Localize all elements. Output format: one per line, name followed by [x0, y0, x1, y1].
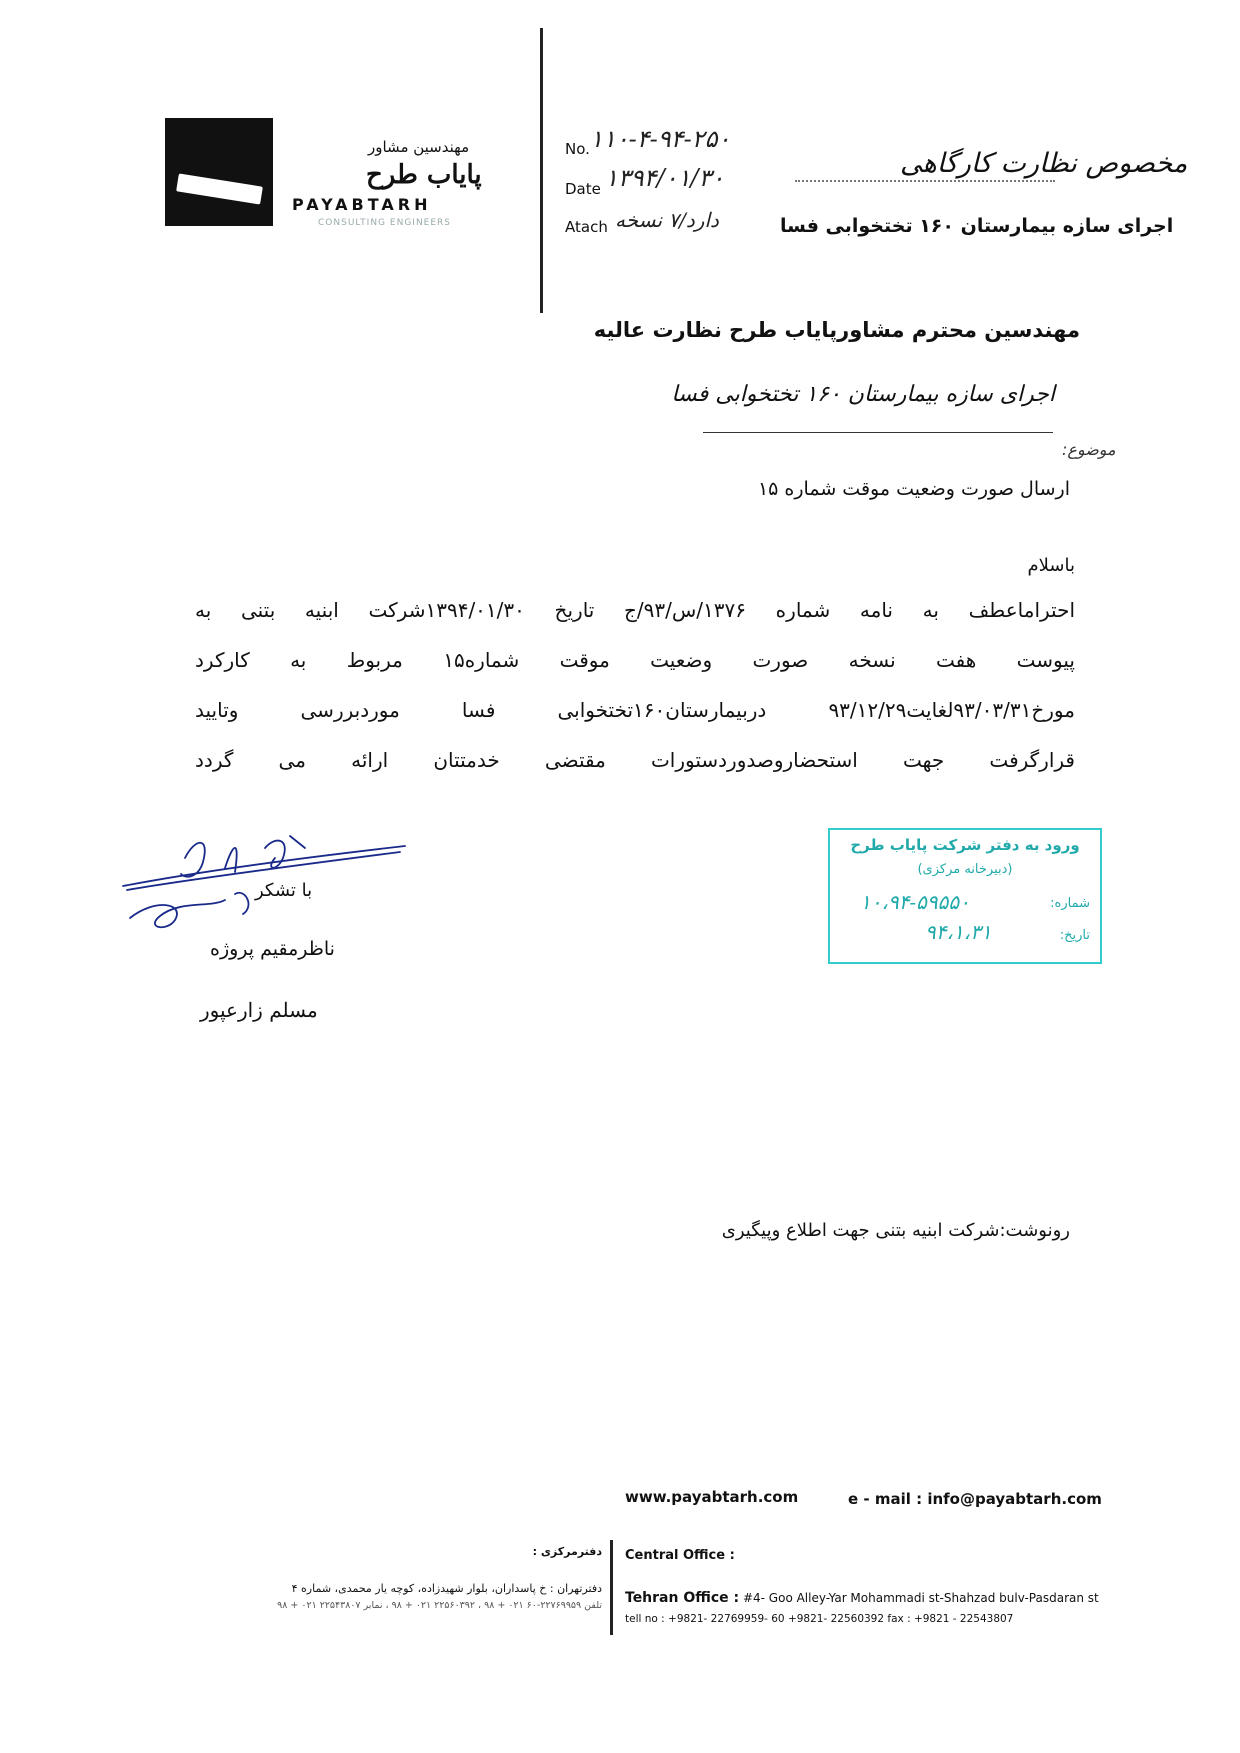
attach-value: دارد/۷ نسخه	[615, 208, 719, 232]
carbon-copy: رونوشت:شرکت ابنیه بتنی جهت اطلاع وپیگیری	[721, 1220, 1070, 1241]
attach-label: Atach	[565, 218, 608, 236]
header-project: اجرای سازه بیمارستان ۱۶۰ تختخوابی فسا	[780, 215, 1174, 237]
stamp-number: ۱۰،۹۴-۵۹۵۵۰	[860, 890, 970, 914]
signatory-name: مسلم زارعپور	[200, 998, 318, 1022]
stamp-number-label: شماره:	[1050, 896, 1090, 911]
logo-mark	[165, 118, 273, 226]
addressee: مهندسین محترم مشاورپایاب طرح نظارت عالیه	[593, 318, 1080, 342]
signatory-role: ناظرمقیم پروژه	[210, 938, 335, 960]
paragraph-line: قرارگرفت جهت استحضاروصدوردستورات مقتضی خدمتتان ارائه می گردد	[195, 748, 1075, 772]
phone-fax: tell no : +9821- 22769959- 60 +9821- 22560392 fax : +9821 - 22543807	[625, 1613, 1014, 1625]
stamp-title: ورود به دفتر شرکت پایاب طرح	[850, 836, 1080, 854]
logo-subtitle-fa: مهندسین مشاور	[368, 138, 470, 156]
special-heading: مخصوص نظارت کارگاهی	[900, 148, 1188, 179]
date-value: ۱۳۹۴/۰۱/۳۰	[605, 164, 725, 192]
header-divider	[540, 28, 543, 313]
fa-phones: تلفن ۲۲۷۶۹۹۵۹-۶۰ ۰۲۱ + ۹۸ ، ۲۲۵۶۰۳۹۲ ۰۲۱ + ۹۸ ، نمابر ۲۲۵۴۳۸۰۷ ۰۲۱ + ۹۸	[277, 1600, 602, 1611]
stamp-date-label: تاریخ:	[1059, 928, 1090, 943]
letter-no-value: ۱۱۰-۴-۹۴-۲۵۰	[590, 125, 731, 153]
tehran-office-text: #4- Goo Alley-Yar Mohammadi st-Shahzad bulv-Pasdaran st	[742, 1591, 1099, 1605]
stamp-date: ۹۴،۱،۳۱	[925, 920, 992, 944]
fa-office-label: دفترمرکزی :	[532, 1545, 602, 1558]
paragraph-line: مورخ۹۳/۰۳/۳۱لغایت۹۳/۱۲/۲۹ دربیمارستان۱۶۰تختخوابی فسا موردبررسی وتایید	[195, 698, 1075, 722]
tehran-office-address	[625, 1590, 1099, 1606]
thanks-text: با تشکر	[255, 880, 313, 901]
greeting: باسلام	[1027, 555, 1075, 576]
project-title-rule	[703, 432, 1053, 433]
project-title: اجرای سازه بیمارستان ۱۶۰ تختخوابی فسا	[671, 382, 1055, 407]
footer-divider	[610, 1540, 613, 1635]
receipt-stamp	[828, 828, 1102, 964]
logo-subtitle-en: CONSULTING ENGINEERS	[318, 218, 452, 228]
subject-text: ارسال صورت وضعیت موقت شماره ۱۵	[757, 478, 1070, 500]
special-heading-underline	[795, 180, 1055, 182]
logo-title-fa: پایاب طرح	[366, 160, 482, 190]
date-label: Date	[565, 180, 601, 198]
fa-tehran-address: دفترتهران : خ پاسداران، بلوار شهیدزاده، کوچه یار محمدی، شماره ۴	[291, 1582, 602, 1595]
subject-label: موضوع:	[1062, 440, 1116, 459]
central-office-label: Central Office :	[625, 1548, 735, 1563]
tehran-office-label: Tehran Office :	[625, 1590, 740, 1606]
logo-title-en: PAYABTARH	[292, 195, 432, 214]
paragraph-line: پیوست هفت نسخه صورت وضعیت موقت شماره۱۵ مربوط به کارکرد	[195, 648, 1075, 672]
website-link[interactable]: www.payabtarh.com	[625, 1488, 799, 1506]
paragraph-line: احتراماعطف به نامه شماره ۱۳۷۶/س/۹۳/ج تاریخ ۱۳۹۴/۰۱/۳۰شرکت ابنیه بتنی به	[195, 598, 1075, 622]
email-link[interactable]: e - mail : info@payabtarh.com	[848, 1490, 1102, 1508]
stamp-subtitle: (دبیرخانه مرکزی)	[917, 862, 1013, 877]
letter-no-label: No.	[565, 140, 590, 158]
